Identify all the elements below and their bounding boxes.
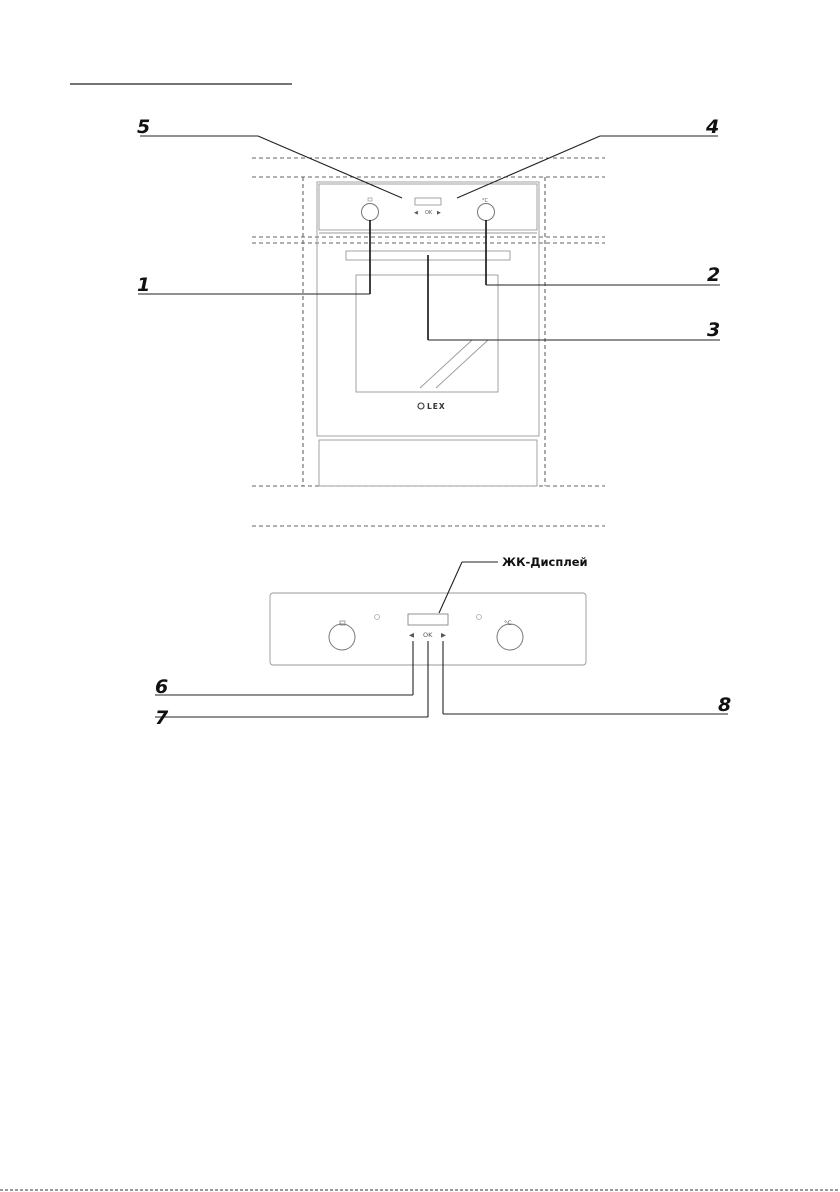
function-knob <box>362 204 379 221</box>
small-lcd <box>415 198 441 205</box>
svg-text:°C: °C <box>504 619 512 627</box>
lcd-display <box>408 614 448 625</box>
right-button-icon: ▶ <box>441 631 446 639</box>
svg-text:▶: ▶ <box>437 210 441 216</box>
callout-4: 4 <box>706 116 720 138</box>
callout-7: 7 <box>155 707 169 729</box>
callout-6: 6 <box>155 676 169 698</box>
lcd-display-label: ЖК-Дисплей <box>502 555 588 569</box>
lex-logo <box>418 402 446 411</box>
bottom-drawer <box>319 440 537 486</box>
callout-3: 3 <box>707 319 721 341</box>
indicator-lamp-left <box>375 615 380 620</box>
left-button-icon: ◀ <box>409 631 414 639</box>
svg-text:LEX: LEX <box>427 402 446 411</box>
control-panel-top <box>319 184 537 230</box>
callout-2: 2 <box>707 264 721 286</box>
door-glass <box>356 275 498 392</box>
detail-function-knob <box>329 624 355 650</box>
svg-text:°C: °C <box>482 198 488 204</box>
temperature-knob <box>478 204 495 221</box>
leader-lines-bottom <box>155 562 728 717</box>
detail-temperature-knob <box>497 624 523 650</box>
callout-5: 5 <box>137 116 151 138</box>
leader-lines-top <box>138 136 720 340</box>
indicator-lamp-right <box>477 615 482 620</box>
callout-1: 1 <box>137 274 151 296</box>
svg-text:◀: ◀ <box>414 210 418 216</box>
callout-8: 8 <box>718 694 732 716</box>
ok-button-label: OK <box>423 631 433 639</box>
svg-text:OK: OK <box>425 210 433 216</box>
